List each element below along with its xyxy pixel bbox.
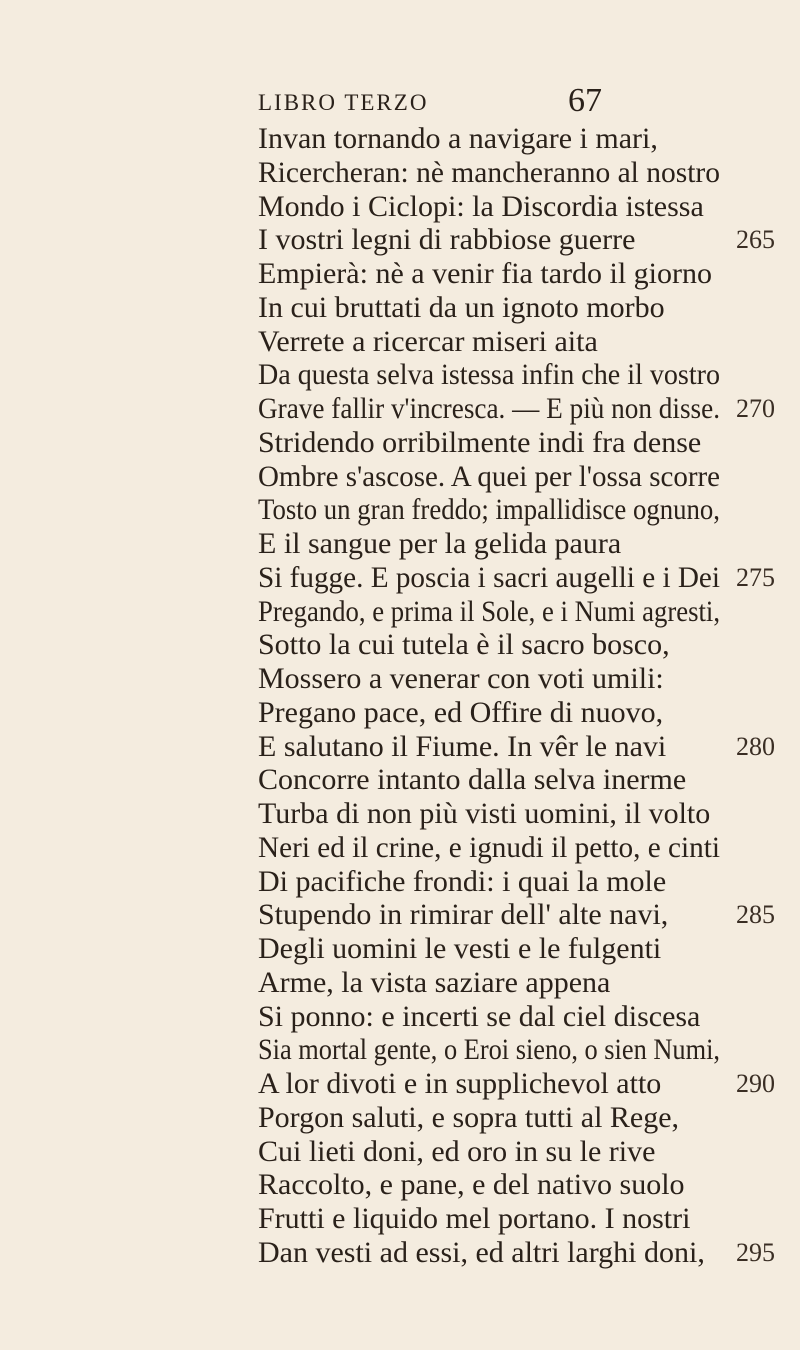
verse-text: Raccolto, e pane, e del nativo suolo	[258, 1168, 685, 1202]
verse-text: Turba di non più visti uomini, il volto	[258, 797, 711, 830]
verse-block	[258, 122, 775, 1270]
line-number: 295	[736, 1237, 775, 1267]
verse-line	[258, 696, 738, 730]
verse-line	[258, 527, 738, 561]
verse-text: Neri ed il crine, e ignudi il petto, e cinti	[258, 830, 720, 864]
verse-text: Sia mortal gente, o Eroi sieno, o sien Numi,	[258, 1033, 720, 1067]
line-number: 290	[736, 1069, 775, 1098]
verse-text: E il sangue per la gelida paura	[258, 527, 622, 560]
verse-line	[258, 493, 738, 527]
verse-text: A lor divoti e in supplichevol atto	[258, 1067, 662, 1100]
verse-line	[258, 392, 775, 426]
verse-text: Tosto un gran freddo; impallidisce ognuno,	[258, 493, 720, 527]
verse-line	[258, 1000, 738, 1034]
verse-text: I vostri legni di rabbiose guerre	[258, 223, 636, 257]
verse-text: Porgon saluti, e sopra tutti al Rege,	[258, 1100, 680, 1134]
verse-text: Pregando, e prima il Sole, e i Numi agresti,	[258, 594, 720, 628]
verse-line	[258, 190, 738, 224]
verse-line	[258, 1202, 738, 1236]
page-header	[0, 84, 800, 124]
verse-line	[258, 560, 775, 595]
verse-line	[258, 325, 738, 359]
verse-line	[258, 628, 738, 662]
verse-line	[258, 358, 738, 392]
verse-line	[258, 156, 738, 190]
verse-line	[258, 966, 738, 1000]
verse-line	[258, 291, 738, 325]
line-number: 270	[736, 394, 775, 423]
verse-line	[258, 1101, 738, 1135]
verse-text: Dan vesti ad essi, ed altri larghi doni,	[258, 1235, 705, 1269]
verse-text: E salutano il Fiume. In vêr le navi	[258, 729, 667, 763]
verse-line	[258, 831, 738, 865]
verse-text: Cui lieti doni, ed oro in su le rive	[258, 1134, 656, 1168]
verse-line	[258, 426, 738, 460]
verse-line	[258, 223, 775, 257]
verse-line	[258, 257, 738, 291]
verse-line	[258, 1168, 738, 1202]
verse-text: Ricercheran: nè mancheranno al nostro	[258, 155, 720, 189]
verse-text: Arme, la vista saziare appena	[258, 965, 611, 999]
verse-text: Stridendo orribilmente indi fra dense	[258, 425, 702, 459]
verse-text: Concorre intanto dalla selva inerme	[258, 763, 687, 797]
verse-line	[258, 763, 738, 797]
verse-text: Stupendo in rimirar dell' alte navi,	[258, 898, 669, 932]
verse-text: Si fugge. E poscia i sacri augelli e i Dei	[258, 560, 720, 594]
verse-line	[258, 729, 775, 764]
verse-line	[258, 797, 738, 831]
verse-line	[258, 122, 738, 156]
page-number: 67	[568, 82, 602, 119]
verse-text: Mossero a venerar con voti umili:	[258, 662, 664, 695]
verse-text: Mondo i Ciclopi: la Discordia istessa	[258, 189, 704, 223]
verse-text: Da questa selva istessa infin che il vostro	[258, 358, 720, 392]
verse-line	[258, 865, 738, 899]
verse-line	[258, 932, 738, 966]
verse-line	[258, 1235, 775, 1270]
line-number: 265	[736, 225, 775, 255]
verse-line	[258, 1033, 738, 1067]
verse-text: Degli uomini le vesti e le fulgenti	[258, 932, 662, 965]
verse-text: Di pacifiche frondi: i quai la mole	[258, 864, 667, 898]
verse-text: Ombre s'ascose. A quei per l'ossa scorre	[258, 459, 720, 493]
line-number: 280	[736, 731, 775, 761]
line-number: 285	[736, 900, 775, 930]
verse-text: Invan tornando a navigare i mari,	[258, 122, 658, 155]
verse-line	[258, 662, 738, 696]
verse-line	[258, 1067, 775, 1101]
verse-line	[258, 898, 775, 932]
verse-line	[258, 460, 738, 494]
verse-text: Pregano pace, ed Offire di nuovo,	[258, 695, 664, 729]
verse-text: Empierà: nè a venir fia tardo il giorno	[258, 257, 712, 290]
verse-text: Grave fallir v'incresca. — E più non disse.	[258, 392, 720, 425]
running-title: LIBRO TERZO	[258, 90, 429, 115]
line-number: 275	[736, 562, 775, 592]
verse-text: Sotto la cui tutela è il sacro bosco,	[258, 628, 670, 662]
verse-text: Frutti e liquido mel portano. I nostri	[258, 1202, 691, 1235]
verse-line	[258, 595, 738, 629]
verse-text: Si ponno: e incerti se dal ciel discesa	[258, 999, 701, 1033]
verse-text: Verrete a ricercar miseri aita	[258, 324, 598, 358]
verse-line	[258, 1135, 738, 1169]
verse-text: In cui bruttati da un ignoto morbo	[258, 290, 665, 324]
